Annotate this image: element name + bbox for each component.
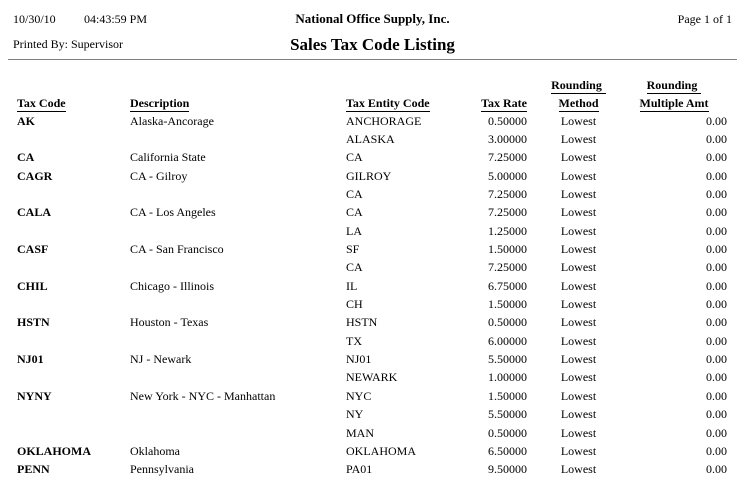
table-body [17, 112, 736, 479]
cell-tax-entity-code: NYC [346, 388, 372, 403]
cell-rounding-multiple-amt: 0.00 [706, 132, 727, 147]
page-indicator: Page 1 of 1 [677, 12, 732, 26]
cell-tax-entity-code: CA [346, 150, 363, 165]
cell-description: New York - NYC - Manhattan [130, 388, 276, 403]
cell-rounding-method: Lowest [560, 462, 597, 477]
cell-tax-rate: 0.50000 [488, 315, 527, 330]
cell-tax-rate: 0.50000 [488, 425, 527, 440]
cell-tax-rate: 5.50000 [488, 407, 527, 422]
table-row [17, 204, 736, 222]
cell-tax-rate: 5.50000 [488, 352, 527, 367]
cell-tax-entity-code: OKLAHOMA [346, 443, 416, 458]
table-row [17, 112, 736, 130]
cell-tax-code: PENN [17, 462, 50, 477]
cell-tax-rate: 1.50000 [488, 297, 527, 312]
cell-rounding-method: Lowest [560, 205, 597, 220]
table-row [17, 130, 736, 148]
cell-tax-entity-code: NEWARK [346, 370, 398, 385]
cell-rounding-method: Lowest [560, 223, 597, 238]
cell-tax-code: CAGR [17, 168, 53, 183]
cell-tax-code: CALA [17, 205, 52, 220]
header-tax-code: Tax Code [17, 96, 66, 110]
table-row [17, 387, 736, 405]
cell-rounding-method: Lowest [560, 407, 597, 422]
cell-tax-rate: 1.50000 [488, 388, 527, 403]
cell-tax-rate: 7.25000 [488, 150, 527, 165]
cell-description: CA - Gilroy [130, 168, 188, 183]
cell-tax-entity-code: CH [346, 297, 363, 312]
table-row [17, 277, 736, 295]
cell-tax-entity-code: MAN [346, 425, 375, 440]
cell-tax-entity-code: PA01 [346, 462, 373, 477]
cell-tax-rate: 6.00000 [488, 333, 527, 348]
cell-rounding-method: Lowest [560, 370, 597, 385]
cell-rounding-multiple-amt: 0.00 [706, 443, 727, 458]
cell-tax-entity-code: NY [346, 407, 364, 422]
table-row [17, 461, 736, 479]
table-row [17, 406, 736, 424]
header-description: Description [130, 96, 190, 110]
cell-rounding-multiple-amt: 0.00 [706, 168, 727, 183]
cell-rounding-method: Lowest [560, 168, 597, 183]
cell-rounding-multiple-amt: 0.00 [706, 333, 727, 348]
table-row [17, 369, 736, 387]
header-tax-entity-code: Tax Entity Code [346, 96, 430, 110]
table-row [17, 295, 736, 313]
cell-description: NJ - Newark [130, 352, 192, 367]
cell-description: Alaska-Ancorage [130, 113, 214, 128]
cell-rounding-multiple-amt: 0.00 [706, 462, 727, 477]
table-row [17, 222, 736, 240]
cell-description: Pennsylvania [130, 462, 194, 477]
cell-tax-rate: 1.25000 [488, 223, 527, 238]
cell-tax-code: CA [17, 150, 35, 165]
cell-rounding-multiple-amt: 0.00 [706, 315, 727, 330]
cell-tax-code: NJ01 [17, 352, 44, 367]
header-rounding-multiple-amt: Rounding Multiple Amt [639, 78, 709, 110]
cell-tax-rate: 6.50000 [488, 443, 527, 458]
cell-rounding-multiple-amt: 0.00 [706, 352, 727, 367]
cell-tax-entity-code: ALASKA [346, 132, 395, 147]
table-row [17, 350, 736, 368]
cell-tax-entity-code: CA [346, 187, 363, 202]
cell-description: Houston - Texas [130, 315, 209, 330]
cell-rounding-method: Lowest [560, 260, 597, 275]
cell-description: CA - San Francisco [130, 242, 224, 257]
table-row [17, 314, 736, 332]
table-header-row [17, 76, 736, 112]
cell-rounding-multiple-amt: 0.00 [706, 278, 727, 293]
cell-tax-code: NYNY [17, 388, 52, 403]
cell-description: California State [130, 150, 206, 165]
cell-tax-rate: 9.50000 [488, 462, 527, 477]
cell-tax-rate: 7.25000 [488, 187, 527, 202]
table-row [17, 424, 736, 442]
table-row [17, 240, 736, 258]
cell-description: Chicago - Illinois [130, 278, 214, 293]
cell-tax-entity-code: SF [346, 242, 360, 257]
cell-tax-code: OKLAHOMA [17, 443, 91, 458]
cell-tax-entity-code: IL [346, 278, 358, 293]
cell-tax-rate: 7.25000 [488, 260, 527, 275]
cell-rounding-multiple-amt: 0.00 [706, 407, 727, 422]
cell-rounding-multiple-amt: 0.00 [706, 297, 727, 312]
cell-rounding-multiple-amt: 0.00 [706, 150, 727, 165]
cell-tax-entity-code: LA [346, 223, 362, 238]
cell-tax-entity-code: CA [346, 260, 363, 275]
cell-tax-code: HSTN [17, 315, 50, 330]
cell-rounding-method: Lowest [560, 425, 597, 440]
header-rounding-method: Rounding Method [545, 76, 612, 112]
table-row [17, 259, 736, 277]
cell-rounding-multiple-amt: 0.00 [706, 113, 727, 128]
cell-tax-entity-code: NJ01 [346, 352, 372, 367]
cell-rounding-method: Lowest [560, 333, 597, 348]
cell-rounding-multiple-amt: 0.00 [706, 187, 727, 202]
report-title: Sales Tax Code Listing [290, 35, 455, 54]
table-row [17, 167, 736, 185]
table-row [17, 332, 736, 350]
printed-by-label: Printed By: Supervisor [13, 37, 123, 51]
cell-rounding-method: Lowest [560, 297, 597, 312]
cell-rounding-method: Lowest [560, 187, 597, 202]
cell-rounding-multiple-amt: 0.00 [706, 205, 727, 220]
cell-tax-rate: 5.00000 [488, 168, 527, 183]
cell-rounding-method: Lowest [560, 315, 597, 330]
cell-tax-rate: 7.25000 [488, 205, 527, 220]
cell-description: Oklahoma [130, 443, 180, 458]
sales-tax-table [17, 76, 736, 479]
cell-rounding-method: Lowest [560, 113, 597, 128]
cell-rounding-method: Lowest [560, 443, 597, 458]
cell-rounding-multiple-amt: 0.00 [706, 260, 727, 275]
cell-tax-rate: 1.50000 [488, 242, 527, 257]
cell-rounding-multiple-amt: 0.00 [706, 388, 727, 403]
report-time: 04:43:59 PM [84, 12, 148, 26]
cell-tax-entity-code: ANCHORAGE [346, 113, 422, 128]
cell-tax-entity-code: GILROY [346, 168, 392, 183]
header-tax-rate: Tax Rate [481, 96, 527, 110]
header-divider [8, 59, 737, 60]
cell-rounding-multiple-amt: 0.00 [706, 370, 727, 385]
cell-tax-rate: 0.50000 [488, 113, 527, 128]
cell-rounding-multiple-amt: 0.00 [706, 242, 727, 257]
cell-description: CA - Los Angeles [130, 205, 216, 220]
table-row [17, 185, 736, 203]
cell-rounding-method: Lowest [560, 278, 597, 293]
cell-tax-rate: 3.00000 [488, 132, 527, 147]
table-row [17, 442, 736, 460]
cell-tax-entity-code: HSTN [346, 315, 378, 330]
cell-tax-entity-code: CA [346, 205, 363, 220]
cell-tax-code: CHIL [17, 278, 48, 293]
cell-tax-code: CASF [17, 242, 49, 257]
table-row [17, 149, 736, 167]
cell-rounding-method: Lowest [560, 242, 597, 257]
cell-rounding-method: Lowest [560, 388, 597, 403]
company-name: National Office Supply, Inc. [295, 11, 450, 26]
report-date: 10/30/10 [13, 12, 56, 26]
cell-rounding-multiple-amt: 0.00 [706, 223, 727, 238]
cell-rounding-method: Lowest [560, 352, 597, 367]
cell-rounding-method: Lowest [560, 132, 597, 147]
cell-tax-rate: 1.00000 [488, 370, 527, 385]
cell-tax-rate: 6.75000 [488, 278, 527, 293]
cell-rounding-multiple-amt: 0.00 [706, 425, 727, 440]
cell-tax-code: AK [17, 113, 35, 128]
cell-tax-entity-code: TX [346, 333, 362, 348]
cell-rounding-method: Lowest [560, 150, 597, 165]
